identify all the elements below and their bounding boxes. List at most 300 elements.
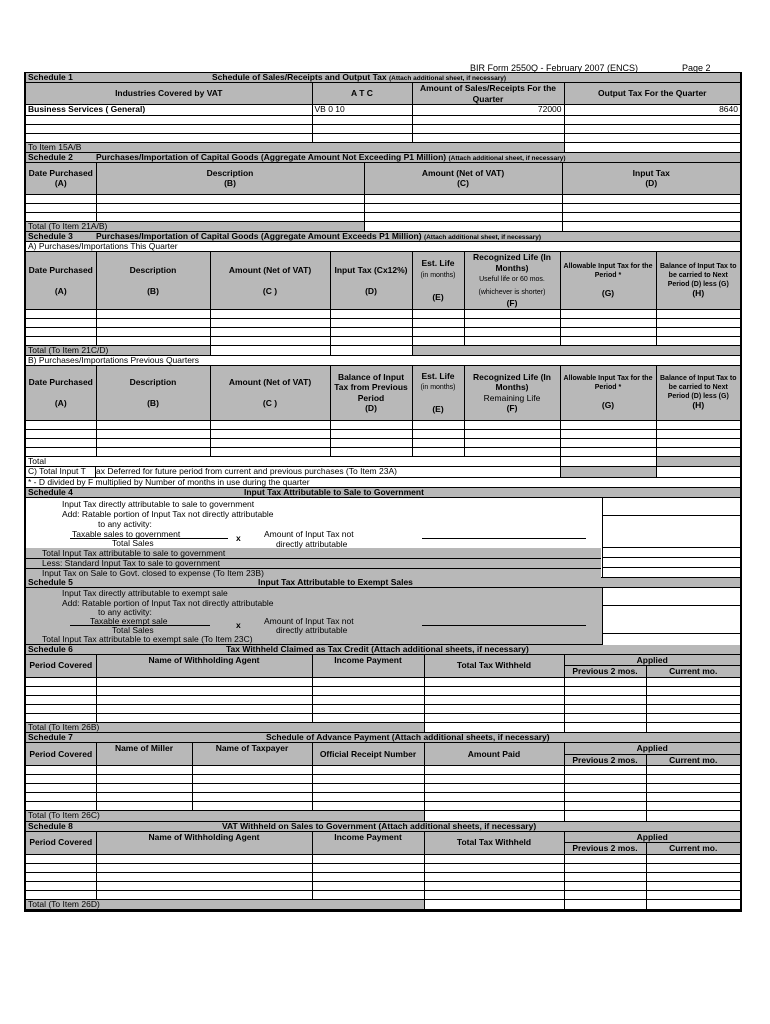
atc-cell[interactable]: VB 0 10 [312,105,412,116]
entry-cell[interactable] [330,318,412,327]
entry-cell[interactable] [312,124,412,133]
entry-cell[interactable] [646,775,740,784]
entry-cell[interactable] [424,766,564,775]
entry-cell[interactable] [96,863,312,872]
entry-cell[interactable] [656,429,740,438]
entry-cell[interactable] [26,336,96,345]
entry-cell[interactable] [656,447,740,456]
entry-cell[interactable] [464,309,560,318]
entry-cell[interactable] [424,686,564,695]
entry-cell[interactable] [412,115,564,124]
closed-to-expense-box[interactable] [602,568,740,578]
ratable-input-box[interactable] [602,538,740,548]
entry-cell[interactable] [330,429,412,438]
entry-cell[interactable] [560,438,656,447]
schedule-title: Schedule of Sales/Receipts and Output Tax [212,73,387,82]
entry-cell[interactable] [564,124,740,133]
schedule-1-table [26,83,740,153]
total-label: Total (To Item 21C/D) [26,345,210,356]
form-label: Balance of Input Tax from Previous Period [334,371,408,403]
entry-cell[interactable] [192,766,312,775]
form-label: to any activity: [98,518,152,529]
entry-cell[interactable] [564,899,646,910]
entry-cell[interactable] [26,686,96,695]
header-cell: Applied [564,832,740,843]
form-label: Recognized Life (In Months) [473,371,551,393]
entry-cell[interactable] [26,863,96,872]
entry-cell[interactable] [656,336,740,345]
entry-cell[interactable] [564,133,740,142]
entry-cell[interactable] [26,766,96,775]
deferred-total-cell[interactable] [656,467,740,478]
entry-cell[interactable] [424,802,564,811]
direct-input-box[interactable] [602,498,740,516]
industry-cell[interactable]: Business Services ( General) [26,105,312,116]
form-label: Description [129,264,177,275]
schedule-title: Tax Withheld Claimed as Tax Credit (Attach additional sheets, if necessary) [226,644,529,654]
entry-cell[interactable] [412,318,464,327]
header-cell [464,366,560,420]
entry-cell[interactable] [562,203,740,212]
entry-cell[interactable] [312,793,424,802]
entry-cell[interactable] [312,704,424,713]
entry-cell[interactable] [330,438,412,447]
entry-cell[interactable] [96,327,210,336]
form-label: Total Sales [112,624,154,635]
entry-cell[interactable] [656,420,740,429]
entry-cell[interactable] [464,336,560,345]
form-label: directly attributable [276,624,348,635]
entry-cell[interactable] [96,420,210,429]
entry-cell[interactable] [96,713,312,722]
form-label: Remaining Life [483,392,541,403]
form-label: (A) [54,398,67,408]
entry-cell[interactable] [96,854,312,863]
deferred-label-left: C) Total Input T [26,467,96,477]
entry-cell[interactable] [96,881,312,890]
form-label: (B) [147,398,159,408]
entry-cell[interactable] [424,695,564,704]
schedule-label: Schedule 8 [28,821,73,831]
entry-cell[interactable] [210,318,330,327]
calc-input-line[interactable] [422,625,586,626]
entry-cell[interactable] [312,115,412,124]
entry-cell[interactable] [564,722,646,733]
form-label: (C ) [262,285,278,296]
entry-cell[interactable] [26,784,96,793]
header-cell [364,163,562,194]
entry-cell[interactable] [464,327,560,336]
entry-cell[interactable] [564,695,646,704]
entry-cell[interactable] [412,124,564,133]
entry-cell[interactable] [330,420,412,429]
form-label: (B) [147,285,159,296]
entry-cell[interactable] [424,899,564,910]
entry-cell[interactable] [646,722,740,733]
form-label: (H) [692,287,705,298]
entry-cell[interactable] [412,447,464,456]
entry-cell[interactable] [560,429,656,438]
total-output-cell[interactable] [564,142,740,153]
header-cell: Total Tax Withheld [424,832,564,855]
total-label: To Item 15A/B [26,142,564,153]
entry-cell[interactable] [96,695,312,704]
entry-cell[interactable] [26,695,96,704]
entry-cell[interactable] [312,775,424,784]
header-cell [412,252,464,309]
entry-cell[interactable] [26,429,96,438]
entry-cell[interactable] [564,115,740,124]
header-cell [412,345,740,356]
entry-cell[interactable] [26,212,96,221]
entry-cell[interactable] [96,775,192,784]
form-label: Less: Standard Input Tax to sale to government [42,557,220,568]
entry-cell[interactable] [424,722,564,733]
schedule-title: Purchases/Importation of Capital Goods (Aggregate Amount Exceeds P1 Million) [96,232,422,241]
form-label: (D) [365,403,377,414]
total-attributable-box[interactable] [602,548,740,558]
entry-cell[interactable] [646,881,740,890]
entry-cell[interactable] [96,686,312,695]
schedule-title: Input Tax Attributable to Sale to Government [244,487,424,497]
form-label: Input Tax on Sale to Govt. closed to expense (To Item 23B) [42,567,264,578]
entry-cell[interactable] [464,447,560,456]
entry-cell[interactable] [312,890,424,899]
entry-cell[interactable] [564,704,646,713]
form-label: (C) [457,178,469,189]
header-cell: Period Covered [26,743,96,766]
entry-cell[interactable] [646,890,740,899]
deferred-label: ax Deferred for future period from current and previous purchases (To Item 23A) [96,466,397,476]
entry-cell[interactable] [424,677,564,686]
entry-cell[interactable] [26,124,312,133]
schedule-4-header [26,488,740,498]
form-label: (F) [506,403,518,414]
form-label: x [236,619,241,630]
header-cell: Name of Miller [96,743,192,766]
schedule-label: Schedule 2 [28,153,73,162]
entry-cell[interactable] [412,336,464,345]
standard-input-box[interactable] [602,558,740,568]
entry-cell[interactable] [26,713,96,722]
entry-cell[interactable] [312,802,424,811]
entry-cell[interactable] [210,345,330,356]
entry-cell[interactable] [96,438,210,447]
entry-cell[interactable] [560,327,656,336]
entry-cell[interactable] [646,899,740,910]
entry-cell[interactable] [96,336,210,345]
entry-cell[interactable] [656,327,740,336]
header-cell [330,366,412,420]
entry-cell[interactable] [96,429,210,438]
entry-cell[interactable] [192,802,312,811]
entry-cell[interactable] [560,420,656,429]
output-tax-cell[interactable]: 8640 [564,105,740,116]
header-cell [562,163,740,194]
schedule-label: Schedule 4 [28,487,73,497]
entry-cell[interactable] [412,429,464,438]
entry-cell[interactable] [564,890,646,899]
entry-cell[interactable] [312,766,424,775]
entry-cell[interactable] [96,309,210,318]
ratable-input-box[interactable] [602,606,740,634]
entry-cell[interactable] [564,686,646,695]
col-date: Date Purchased [28,167,93,178]
entry-cell[interactable] [564,766,646,775]
entry-cell[interactable] [560,336,656,345]
entry-cell[interactable] [564,677,646,686]
form-label: (in months) [420,271,456,279]
entry-cell[interactable] [312,695,424,704]
entry-cell[interactable] [424,863,564,872]
entry-cell[interactable] [26,447,96,456]
entry-cell[interactable] [96,890,312,899]
total-label: Total (To Item 21A/B) [26,221,364,232]
entry-cell[interactable] [330,345,412,356]
entry-cell[interactable] [26,203,96,212]
schedule-label: Schedule 7 [28,733,73,742]
entry-cell[interactable] [564,854,646,863]
entry-cell[interactable] [412,327,464,336]
entry-cell[interactable] [26,194,96,203]
header-cell [560,252,656,309]
entry-cell[interactable] [210,420,330,429]
sales-amount-cell[interactable]: 72000 [412,105,564,116]
entry-cell[interactable] [646,854,740,863]
entry-cell[interactable] [96,203,364,212]
col-description: Description [206,167,254,178]
entry-cell[interactable] [26,133,312,142]
entry-cell[interactable] [26,872,96,881]
form-label: Est. Life [421,258,455,269]
entry-cell[interactable] [464,438,560,447]
entry-cell[interactable] [656,318,740,327]
entry-cell[interactable] [562,194,740,203]
form-label: (F) [506,298,518,308]
header-cell: Name of Withholding Agent [96,832,312,855]
entry-cell[interactable] [424,872,564,881]
entry-cell[interactable] [192,784,312,793]
entry-cell[interactable] [560,447,656,456]
entry-cell[interactable] [562,221,740,232]
entry-cell[interactable] [26,890,96,899]
form-label: Amount (Net of VAT) [228,264,312,275]
entry-cell[interactable] [96,677,312,686]
entry-cell[interactable] [26,420,96,429]
entry-cell[interactable] [424,775,564,784]
entry-cell[interactable] [330,309,412,318]
entry-cell[interactable] [96,784,192,793]
schedule-label: Schedule 6 [28,644,73,654]
entry-cell[interactable] [210,327,330,336]
entry-cell[interactable] [26,438,96,447]
entry-cell[interactable] [564,713,646,722]
form-label: Input Tax (Cx12%) [334,264,408,275]
entry-cell[interactable] [464,420,560,429]
entry-cell[interactable] [26,881,96,890]
calc-input-line[interactable] [422,538,586,539]
entry-cell[interactable] [412,309,464,318]
entry-cell[interactable] [412,420,464,429]
total-label: Total (To Item 26D) [26,899,424,910]
entry-cell[interactable] [646,713,740,722]
entry-cell[interactable] [96,212,364,221]
entry-cell[interactable] [96,704,312,713]
entry-cell[interactable] [646,766,740,775]
entry-cell[interactable] [564,784,646,793]
entry-cell[interactable] [96,318,210,327]
schedule-7-table [26,743,740,822]
header-cell [560,366,656,420]
entry-cell[interactable] [646,704,740,713]
entry-cell[interactable] [312,854,424,863]
form-label: Add: Ratable portion of Input Tax not directly attributable [62,508,274,519]
entry-cell[interactable] [96,802,192,811]
entry-cell[interactable] [646,863,740,872]
entry-cell[interactable] [312,784,424,793]
entry-cell[interactable] [560,456,656,467]
entry-cell[interactable] [312,686,424,695]
entry-cell[interactable] [364,203,562,212]
entry-cell[interactable] [564,863,646,872]
entry-cell[interactable] [464,318,560,327]
section-b-title: B) Purchases/Importations Previous Quarters [26,356,740,366]
entry-cell[interactable] [424,881,564,890]
entry-cell[interactable] [312,133,412,142]
entry-cell[interactable] [192,793,312,802]
entry-cell[interactable] [560,309,656,318]
entry-cell[interactable] [96,793,192,802]
entry-cell[interactable] [312,881,424,890]
entry-cell[interactable] [96,766,192,775]
entry-cell[interactable] [424,811,564,822]
entry-cell[interactable] [646,872,740,881]
entry-cell[interactable] [26,115,312,124]
entry-cell[interactable] [26,793,96,802]
entry-cell[interactable] [564,802,646,811]
header-cell [656,252,740,309]
entry-cell[interactable] [646,677,740,686]
entry-cell[interactable] [210,336,330,345]
entry-cell[interactable] [26,704,96,713]
entry-cell[interactable] [424,784,564,793]
entry-cell[interactable] [26,318,96,327]
entry-cell[interactable] [330,447,412,456]
entry-cell[interactable] [646,793,740,802]
entry-cell[interactable] [646,784,740,793]
section-a-title: A) Purchases/Importations This Quarter [26,242,740,252]
entry-cell[interactable] [562,212,740,221]
entry-cell[interactable] [656,438,740,447]
header-cell [96,163,364,194]
header-cell: Current mo. [646,843,740,855]
header-cell [26,366,96,420]
schedule-3b-table [26,366,740,478]
form-label: (C ) [262,398,278,408]
col-output-tax: Output Tax For the Quarter [564,83,740,105]
schedule-label: Schedule 3 [28,232,73,241]
entry-cell[interactable] [646,695,740,704]
form-label: Total Sales [112,537,154,548]
entry-cell[interactable] [412,133,564,142]
entry-cell[interactable] [210,447,330,456]
entry-cell[interactable] [312,677,424,686]
entry-cell[interactable] [564,811,646,822]
schedule-5-body [26,588,740,645]
entry-cell[interactable] [96,194,364,203]
entry-cell[interactable] [26,802,96,811]
entry-cell[interactable] [96,447,210,456]
entry-cell[interactable] [646,686,740,695]
form-label: Allowable Input Tax for the Period * [563,375,653,392]
entry-cell[interactable] [464,429,560,438]
entry-cell[interactable] [364,194,562,203]
entry-cell[interactable] [330,336,412,345]
entry-cell[interactable] [564,881,646,890]
entry-cell[interactable] [424,854,564,863]
entry-cell[interactable] [412,438,464,447]
schedule-note: (Attach additional sheet, if necessary) [423,234,541,241]
entry-cell[interactable] [26,677,96,686]
form-label: Amount (Net of VAT) [228,377,312,387]
direct-input-box[interactable] [602,588,740,606]
entry-cell[interactable] [26,775,96,784]
form-label: to any activity: [98,606,152,617]
header-cell [330,252,412,309]
form-label: Description [129,377,177,387]
entry-cell[interactable] [564,793,646,802]
entry-cell[interactable] [564,872,646,881]
form-label: Taxable sales to government [72,528,181,539]
entry-cell[interactable] [646,802,740,811]
header-cell: Previous 2 mos. [564,843,646,855]
entry-cell[interactable] [564,775,646,784]
entry-cell[interactable] [26,854,96,863]
schedule-title: VAT Withheld on Sales to Government (Attach additional sheets, if necessary) [222,821,537,831]
entry-cell[interactable] [26,309,96,318]
entry-cell[interactable] [330,327,412,336]
form-label: Useful life or 60 mos. (whichever is shorter) [478,276,546,296]
entry-cell[interactable] [424,713,564,722]
entry-cell[interactable] [364,212,562,221]
entry-cell[interactable] [192,775,312,784]
entry-cell[interactable] [424,704,564,713]
entry-cell[interactable] [210,438,330,447]
entry-cell[interactable] [560,318,656,327]
total-label: Total (To Item 26B) [26,722,424,733]
entry-cell[interactable] [364,221,562,232]
entry-cell[interactable] [424,890,564,899]
col-sales-amount: Amount of Sales/Receipts For the Quarter [412,83,564,105]
form-label: (A) [54,285,67,296]
form-label: Add: Ratable portion of Input Tax not directly attributable [62,597,274,608]
header-cell: Previous 2 mos. [564,754,646,766]
form-label: (B) [224,178,236,189]
entry-cell[interactable] [210,309,330,318]
entry-cell[interactable] [312,872,424,881]
header-cell: Name of Taxpayer [192,743,312,766]
entry-cell[interactable] [26,327,96,336]
entry-cell[interactable] [424,793,564,802]
schedule-label: Schedule 5 [28,577,73,587]
entry-cell[interactable] [312,713,424,722]
entry-cell[interactable] [210,429,330,438]
entry-cell[interactable] [312,863,424,872]
entry-cell[interactable] [96,872,312,881]
entry-cell[interactable] [646,811,740,822]
total-attributable-box[interactable] [602,634,740,645]
entry-cell[interactable] [656,309,740,318]
